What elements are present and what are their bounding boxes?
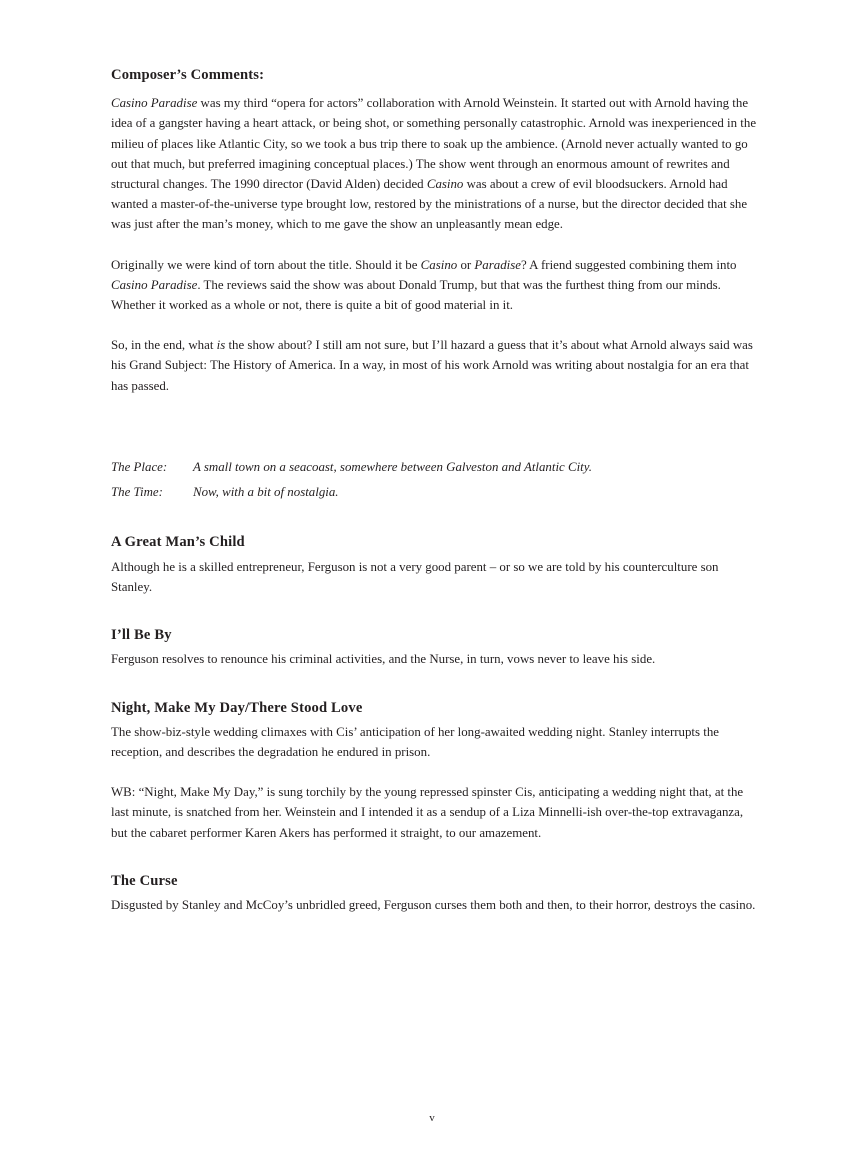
section-heading-the-curse: The Curse — [111, 872, 178, 889]
stage-place-label: The Place: — [111, 459, 168, 474]
section-heading-night-make-my-day: Night, Make My Day/There Stood Love — [111, 699, 363, 716]
paragraph-what-is-it-about: So, in the end, what is the show about? I still am not sure, but I’ll hazard a guess that it’s about what Arnold always said was his Grand Subject: The History of America. In a way, in most of his work Arnold was writing about nostalgia for an era that has passed. — [111, 338, 753, 393]
section-body-ill-be-by: Ferguson resolves to renounce his criminal activities, and the Nurse, in turn, vows never to leave his side. — [111, 652, 656, 667]
section-body-a-great-mans-child: Although he is a skilled entrepreneur, Ferguson is not a very good parent – or so we are told by his counterculture son Stanley. — [111, 559, 719, 594]
stage-info-block — [111, 455, 759, 505]
stage-info-row — [111, 455, 759, 480]
stage-info-row — [111, 480, 759, 505]
stage-time-value: Now, with a bit of nostalgia. — [193, 484, 339, 499]
stage-place-value: A small town on a seacoast, somewhere between Galveston and Atlantic City. — [193, 459, 592, 474]
section-heading-a-great-mans-child: A Great Man’s Child — [111, 534, 245, 551]
section-body-night-make-my-day: The show-biz-style wedding climaxes with Cis’ anticipation of her long-awaited wedding night. Stanley interrupts the reception, and describes the degradation he endured in prison. — [111, 724, 719, 759]
paragraph-intro: Casino Paradise was my third “opera for actors” collaboration with Arnold Weinstein. It started out with Arnold having the idea of a gangster having a heart attack, or being shot, or something personally catastrophic. Arnold was inexperienced in the milieu of places like Atlantic City, so we took a bus trip there to soak up the ambience. (Arnold never actually wanted to go out that much, but preferred imagining conceptual places.) The show went through an enormous amount of rewrites and structural changes. The 1990 director (David Alden) decided Casino was about a crew of evil bloodsuckers. Arnold had wanted a master-of-the-universe type brought low, restored by the ministrations of a nurse, but the director decided that she was just after the man’s money, which to me gave the show an unpleasantly mean edge. — [111, 96, 757, 232]
paragraph-title-debate: Originally we were kind of torn about the title. Should it be Casino or Paradise? A friend suggested combining them into Casino Paradise. The reviews said the show was about Donald Trump, but that was the furthest thing from our minds. Whether it worked as a whole or not, there is quite a bit of good material in it. — [111, 257, 737, 313]
page-number-footer: v — [429, 1112, 435, 1124]
page-title: Composer’s Comments: — [111, 67, 265, 83]
section-note-night-make-my-day: WB: “Night, Make My Day,” is sung torchily by the young repressed spinster Cis, anticipating a wedding night that, at the last minute, is snatched from her. Weinstein and I intended it as a sendup of a Liza Minnelli-ish over-the-top extravaganza, but the cabaret performer Karen Akers has performed it straight, to our amazement. — [111, 785, 744, 840]
section-body-the-curse: Disgusted by Stanley and McCoy’s unbridled greed, Ferguson curses them both and then, to their horror, destroys the casino. — [111, 898, 756, 913]
stage-time-label: The Time: — [111, 484, 163, 499]
document-body — [111, 66, 759, 915]
section-heading-ill-be-by: I’ll Be By — [111, 627, 172, 644]
